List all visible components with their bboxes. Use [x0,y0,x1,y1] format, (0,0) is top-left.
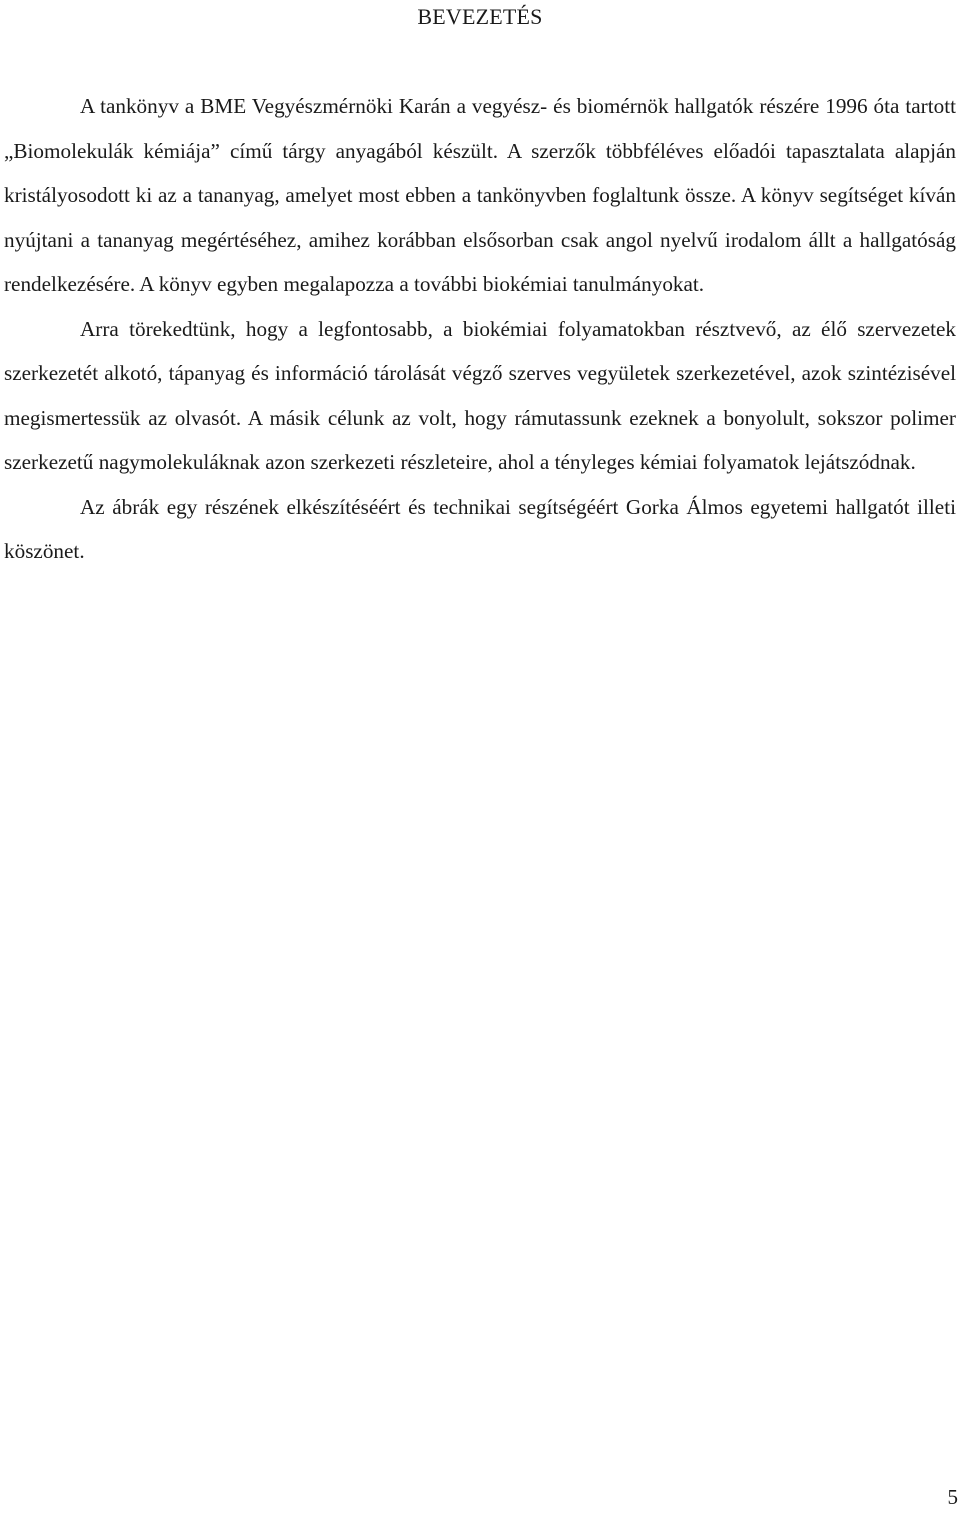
page-number: 5 [947,1485,958,1509]
paragraph-acknowledgement: Az ábrák egy részének elkészítéséért és technikai segítségéért Gorka Álmos egyetemi hallgatót illeti köszönet. [4,494,956,563]
body-text [4,84,956,574]
page-title: BEVEZETÉS [417,4,543,29]
paragraph-intro: A tankönyv a BME Vegyészmérnöki Karán a vegyész- és biomérnök hallgatók részére 1996 óta tartott „Biomolekulák kémiája” című tárgy anyagából készült. A szerzők többféléves előadói tapasztalata alapján kristályosodott ki az a tananyag, amelyet most ebben a tankönyvben foglaltunk össze. A könyv segítséget kíván nyújtani a tananyag megértéséhez, amihez korábban elsősorban csak angol nyelvű irodalom állt a hallgatóság rendelkezésére. A könyv egyben megalapozza a további biokémiai tanulmányokat. [4,94,956,296]
paragraph-goals: Arra törekedtünk, hogy a legfontosabb, a biokémiai folyamatokban résztvevő, az élő szervezetek szerkezetét alkotó, tápanyag és információ tárolását végző szerves vegyületek szerkezetével, azok szintézisével megismertessük az olvasót. A másik célunk az volt, hogy rámutassunk ezeknek a bonyolult, sokszor polimer szerkezetű nagymolekuláknak azon szerkezeti részleteire, ahol a tényleges kémiai folyamatok lejátszódnak. [4,316,956,474]
